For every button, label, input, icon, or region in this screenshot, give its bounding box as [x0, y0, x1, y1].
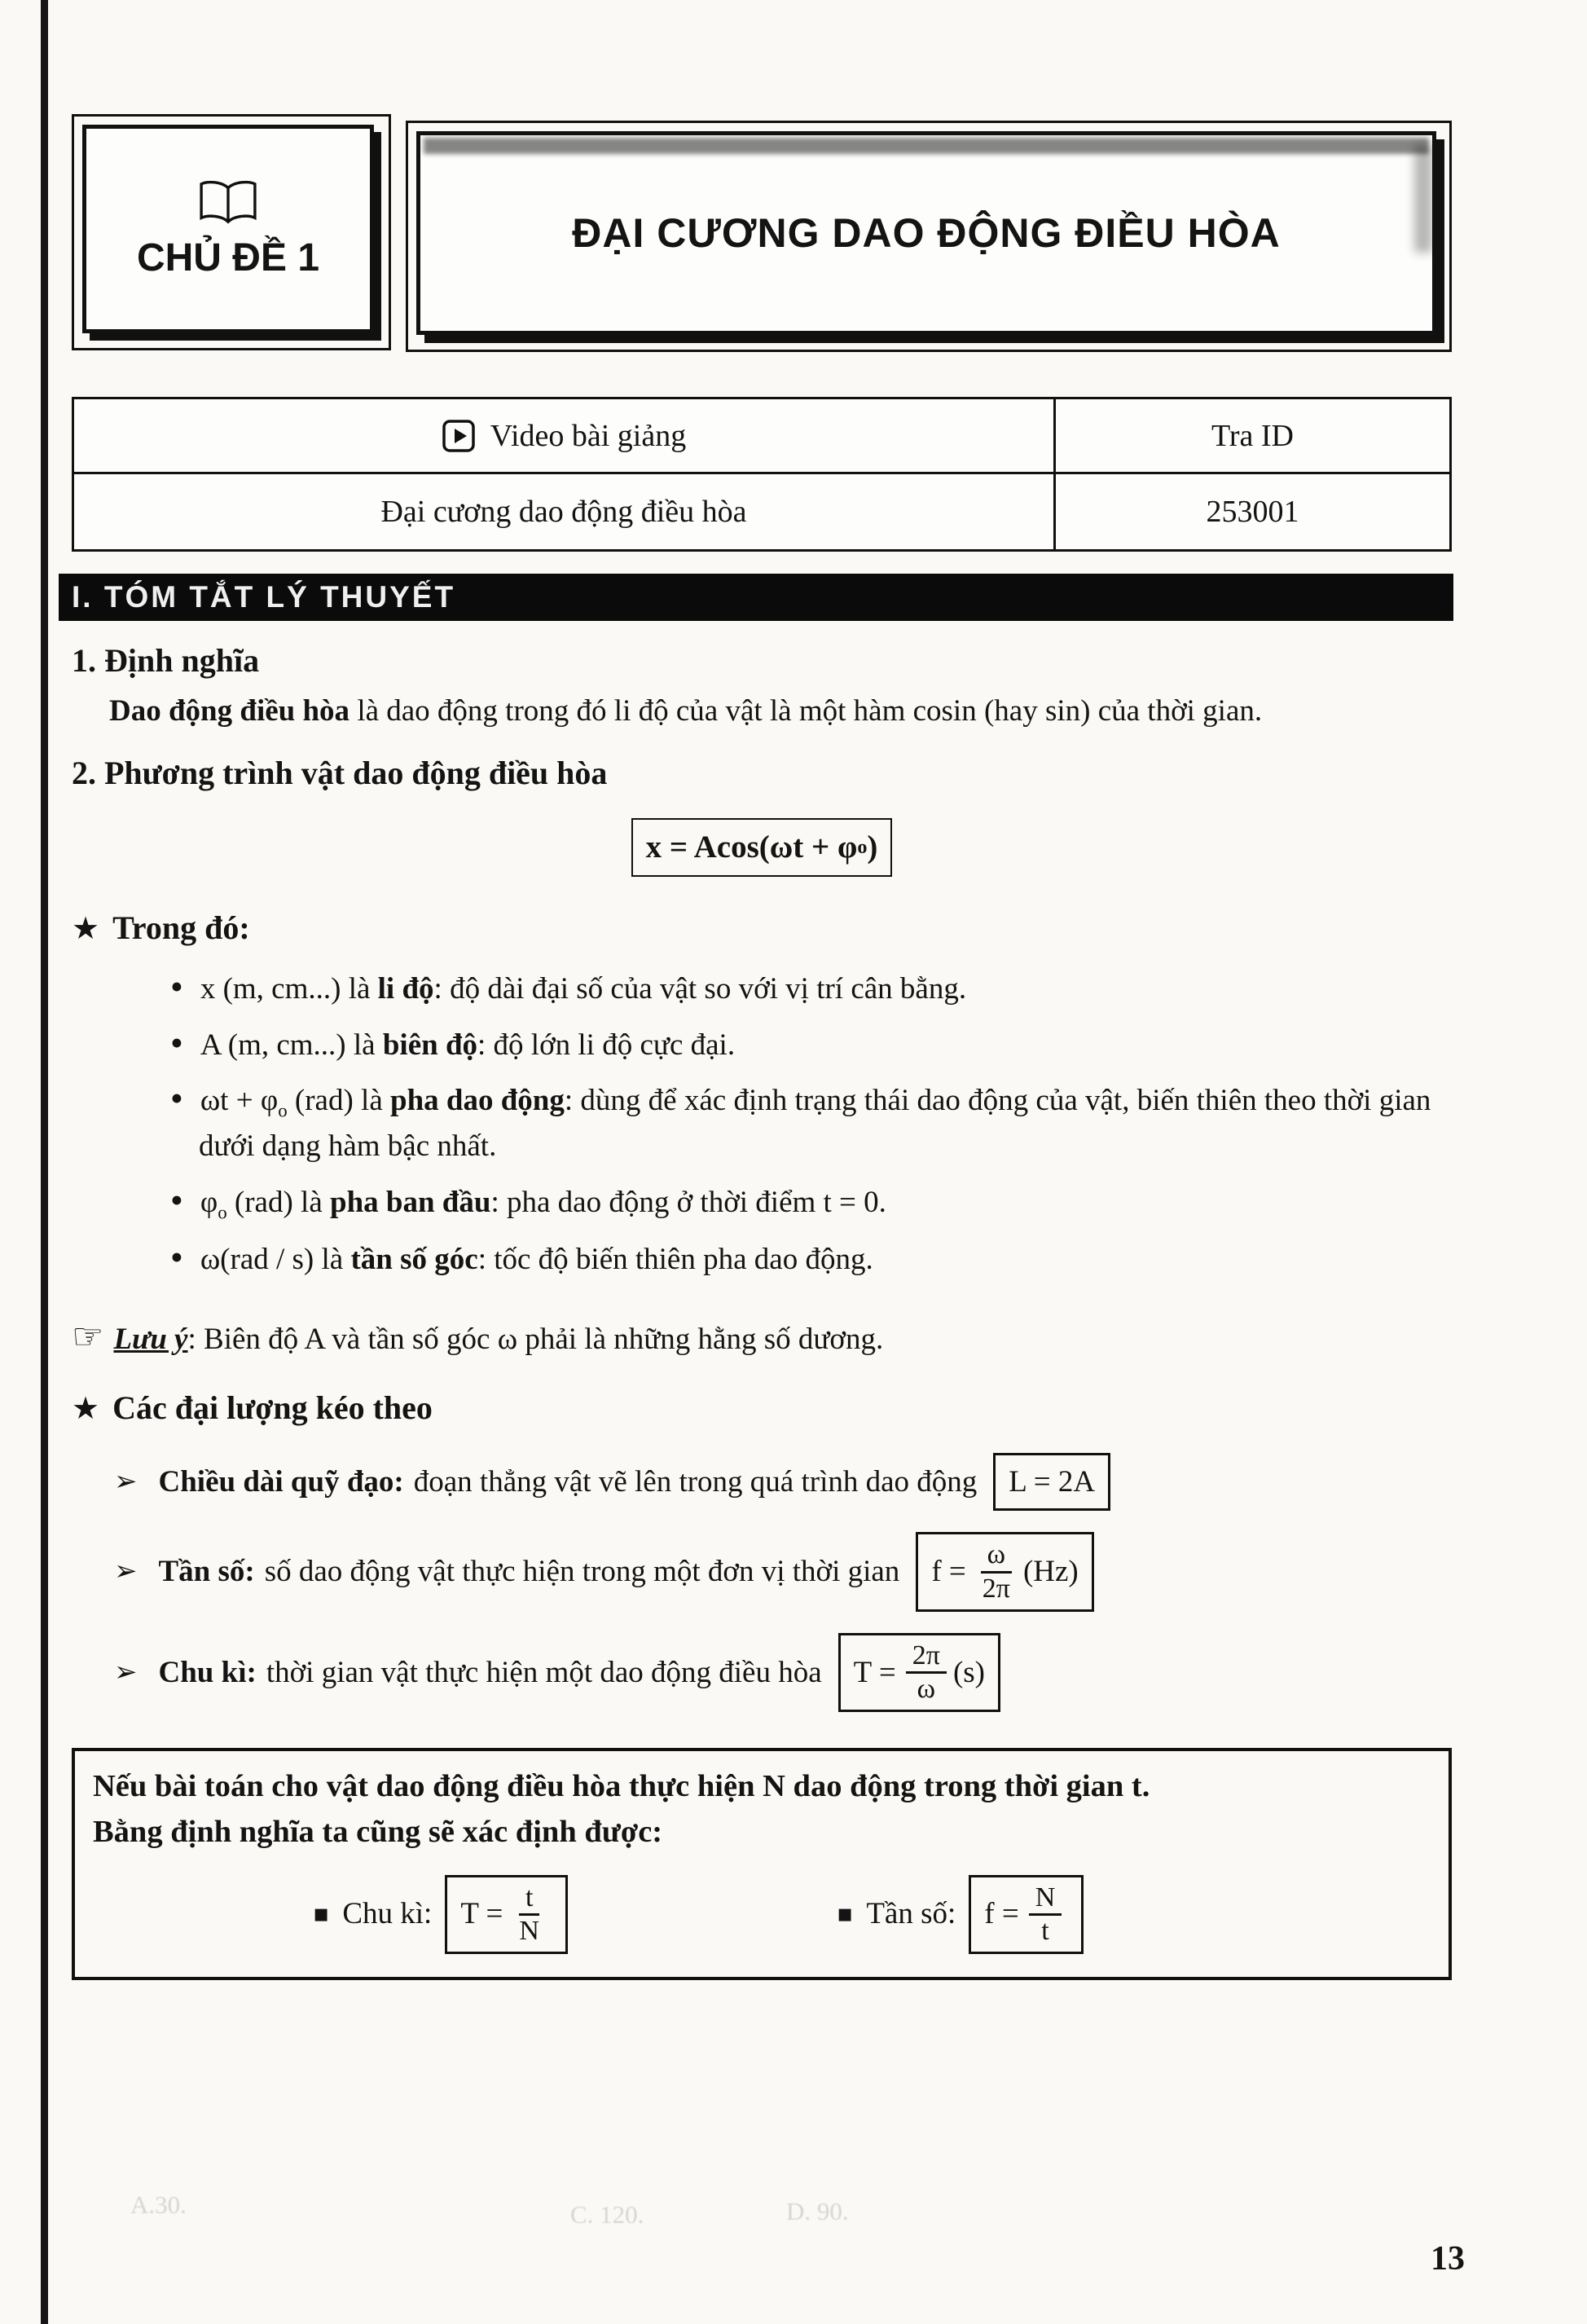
bullet-post: : độ dài đại số của vật so với vị trí cân bằng. — [433, 972, 967, 1006]
bullet-pre: ω(rad / s) là — [200, 1243, 351, 1277]
fraction — [1029, 1882, 1062, 1947]
item-label: Chu kì: — [158, 1655, 257, 1689]
formula-unit: (Hz) — [1022, 1555, 1079, 1589]
bullet-item-pha-ban-dau — [168, 1180, 1452, 1226]
fraction-denominator: t — [1041, 1915, 1049, 1946]
arrow-item-period — [72, 1633, 1452, 1712]
luu-y-label: Lưu ý — [113, 1323, 188, 1357]
formula-lhs: T = — [853, 1655, 896, 1689]
arrow-item-frequency — [72, 1532, 1452, 1611]
fraction — [976, 1539, 1017, 1604]
scan-edge — [41, 0, 48, 2324]
fraction-numerator: N — [1029, 1882, 1062, 1916]
formula-lhs: T = — [460, 1897, 503, 1931]
bullet-term: li độ — [377, 972, 434, 1006]
trong-do-label: Trong đó: — [112, 909, 250, 947]
video-label-cell — [74, 399, 1056, 474]
lesson-id-cell — [1056, 474, 1449, 549]
note-frequency-label: Tần số: — [866, 1897, 956, 1931]
scan-noise — [424, 138, 1429, 154]
bullet-term: biên độ — [382, 1028, 478, 1062]
formula-unit: (s) — [952, 1655, 985, 1689]
scan-bleed-text: A.30. — [130, 2190, 187, 2219]
page-number: 13 — [1431, 2240, 1465, 2278]
luu-y-text: : Biên độ A và tần số góc ω phải là những hằng số dương. — [187, 1323, 884, 1357]
star-icon: ★ — [72, 910, 100, 947]
fraction-denominator: ω — [917, 1673, 936, 1704]
lesson-title-cell — [74, 474, 1056, 549]
note-line-1: Nếu bài toán cho vật dao động điều hòa thực hiện N dao động trong thời gian t. — [93, 1768, 1150, 1803]
main-formula-box — [631, 818, 893, 878]
title-box — [406, 121, 1452, 352]
fraction-denominator: 2π — [982, 1573, 1010, 1604]
chapter-box-inner — [82, 125, 374, 333]
formula-box-note-period — [445, 1875, 568, 1954]
arrow-item-path-length — [72, 1453, 1452, 1512]
scan-bleed-text: C. 120. — [570, 2200, 644, 2229]
main-formula-row — [72, 818, 1452, 878]
formula-box-path-length — [993, 1453, 1110, 1512]
bullet-item-li-do — [168, 966, 1452, 1011]
note-formula-row — [93, 1875, 1431, 1954]
bullet-post: : độ lớn li độ cực đại. — [477, 1028, 736, 1062]
fraction-numerator: t — [519, 1882, 539, 1916]
fraction — [512, 1882, 546, 1947]
bullet-pre: φ — [200, 1185, 218, 1219]
square-bullet-icon: ▪ — [313, 1899, 330, 1929]
section-heading: I. TÓM TẮT LÝ THUYẾT — [72, 580, 456, 614]
bullet-item-tan-so-goc — [168, 1237, 1452, 1282]
star-icon: ★ — [72, 1389, 100, 1426]
scan-bleed-text: D. 90. — [786, 2197, 849, 2225]
chapter-box — [72, 114, 391, 350]
bullet-term: tần số góc — [350, 1243, 478, 1277]
formula-lhs: f = — [931, 1555, 966, 1589]
phi-subscript: o — [278, 1100, 288, 1121]
bullet-pre: x (m, cm...) là — [200, 972, 378, 1006]
item-label: Tần số: — [158, 1555, 255, 1589]
phi-subscript: o — [218, 1202, 227, 1223]
phi-subscript: o — [857, 836, 868, 859]
item-text: số dao động vật thực hiện trong một đơn vị thời gian — [264, 1555, 900, 1589]
note-period-label: Chu kì: — [342, 1897, 433, 1931]
bullet-post: : tốc độ biến thiên pha dao động. — [477, 1243, 873, 1277]
section-heading-bar — [59, 574, 1453, 621]
bullet-term: pha ban đầu — [330, 1185, 491, 1219]
bullet-dot-icon: • — [168, 1183, 186, 1219]
video-table — [72, 397, 1452, 552]
formula-box-frequency — [916, 1532, 1093, 1611]
scan-noise — [1414, 145, 1432, 253]
item-text: đoạn thẳng vật vẽ lên trong quá trình dao động — [413, 1464, 978, 1499]
bullet-dot-icon: • — [168, 1082, 186, 1118]
book-icon — [194, 178, 262, 227]
note-line-2: Bằng định nghĩa ta cũng sẽ xác định được: — [93, 1814, 663, 1849]
play-icon — [442, 419, 476, 453]
pointing-hand-icon: ☞ — [72, 1316, 104, 1358]
bullet-pre: (rad) là — [287, 1084, 390, 1118]
formula-box-period — [838, 1633, 1000, 1712]
arrowhead-icon: ➢ — [114, 1655, 138, 1688]
derived-quantities-heading — [72, 1384, 1452, 1432]
bullet-dot-icon: • — [168, 1241, 186, 1277]
arrowhead-icon: ➢ — [114, 1555, 138, 1588]
bullet-term: pha dao động — [390, 1084, 565, 1118]
note-frequency-group — [837, 1875, 1084, 1954]
note-period-group — [313, 1875, 568, 1954]
definition-heading: 1. Định nghĩa — [72, 642, 260, 679]
bullet-item-bien-do — [168, 1023, 1452, 1067]
fraction — [906, 1640, 947, 1705]
formula-text: L = 2A — [1009, 1464, 1096, 1499]
lesson-id: 253001 — [1206, 495, 1299, 529]
fraction-numerator: ω — [981, 1539, 1012, 1573]
bullet-dot-icon: • — [168, 1026, 186, 1062]
item-text: thời gian vật thực hiện một dao động điều hòa — [266, 1655, 822, 1689]
luu-y-note — [72, 1311, 1452, 1363]
chapter-label: CHỦ ĐỀ 1 — [136, 235, 320, 279]
bullet-dot-icon: • — [168, 971, 186, 1006]
trong-do-heading — [72, 905, 1452, 952]
main-formula-pre: x = Acos(ωt + φ — [645, 829, 858, 865]
page-title: ĐẠI CƯƠNG DAO ĐỘNG ĐIỀU HÒA — [572, 210, 1281, 256]
item-label: Chiều dài quỹ đạo: — [158, 1464, 404, 1499]
bullet-list — [72, 966, 1452, 1282]
title-box-inner — [416, 131, 1436, 335]
bullet-post: : pha dao động ở thời điểm t = 0. — [490, 1185, 886, 1219]
derived-quantities-label: Các đại lượng kéo theo — [112, 1389, 433, 1426]
formula-box-note-frequency — [969, 1875, 1084, 1954]
theory-content — [72, 637, 1452, 1980]
definition-text: là dao động trong đó li độ của vật là một hàm cosin (hay sin) của thời gian. — [349, 694, 1263, 728]
video-label: Video bài giảng — [490, 418, 687, 453]
bullet-pre: A (m, cm...) là — [200, 1028, 383, 1062]
lesson-title: Đại cương dao động điều hòa — [380, 495, 747, 529]
main-formula-post: ) — [867, 829, 878, 865]
bullet-pre: ωt + φ — [200, 1084, 279, 1118]
definition-paragraph — [72, 689, 1452, 733]
bullet-item-pha-dao-dong — [168, 1078, 1452, 1168]
formula-lhs: f = — [984, 1897, 1019, 1931]
definition-term: Dao động điều hòa — [109, 694, 350, 728]
arrowhead-icon: ➢ — [114, 1465, 138, 1498]
square-bullet-icon: ▪ — [836, 1899, 854, 1929]
note-box — [72, 1748, 1452, 1980]
equation-heading: 2. Phương trình vật dao động điều hòa — [72, 754, 608, 791]
fraction-numerator: 2π — [906, 1640, 947, 1674]
fraction-denominator: N — [519, 1915, 539, 1946]
bullet-pre: (rad) là — [226, 1185, 330, 1219]
bullet-post: : dùng để xác định trạng thái dao động của vật, biến thiên theo thời gian dưới dạng hàm bậc nhất. — [199, 1084, 1431, 1164]
tra-id-header-cell — [1056, 399, 1449, 474]
tra-id-header: Tra ID — [1211, 418, 1294, 453]
